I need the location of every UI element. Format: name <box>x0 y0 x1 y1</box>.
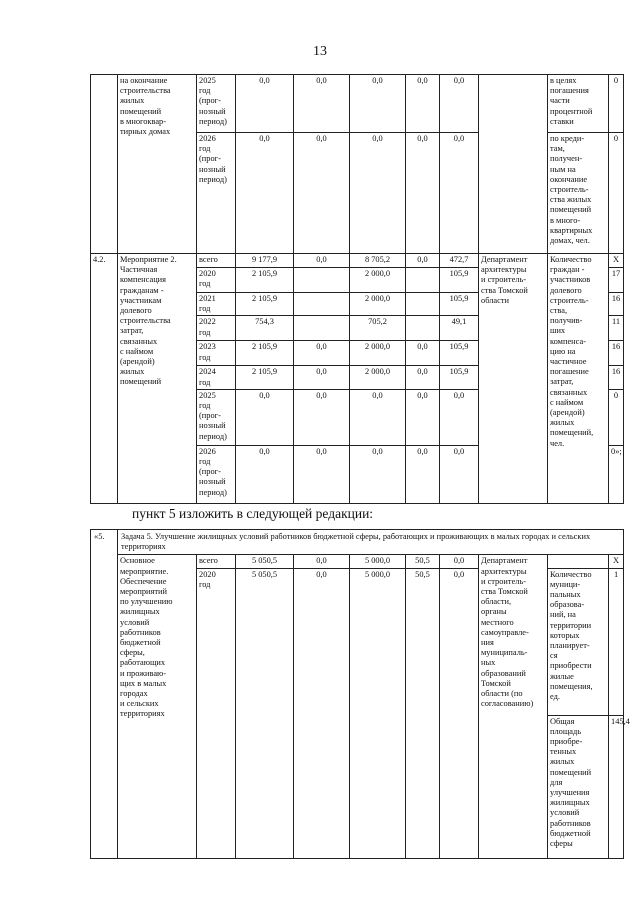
value-cell: 705,2 <box>350 316 406 341</box>
value-cell: 0,0 <box>440 555 479 568</box>
value-cell: 0,0 <box>406 133 440 254</box>
value-cell: 50,5 <box>406 568 440 858</box>
value-cell <box>406 316 440 341</box>
value-cell: 754,3 <box>236 316 294 341</box>
value-cell: 105,9 <box>440 293 479 316</box>
page-number: 13 <box>313 44 327 59</box>
indicator-value-cell: Х <box>609 555 624 568</box>
measure-name-cell: Основное мероприятие. Обеспечение мероприятий по улучшению жилищных условий работников бюджетной сферы, работающих и проживаю- щих в малых городах и сельских территориях <box>118 555 197 858</box>
value-cell: 0,0 <box>350 133 406 254</box>
value-cell: 0,0 <box>406 254 440 268</box>
period-cell: 2025 год (прог- нозный период) <box>197 389 236 445</box>
indicator-value-cell: 16 <box>609 366 624 389</box>
value-cell: 2 105,9 <box>236 341 294 366</box>
period-cell: всего <box>197 254 236 268</box>
value-cell: 0,0 <box>440 389 479 445</box>
value-cell: 0,0 <box>406 445 440 503</box>
value-cell: 5 000,0 <box>350 555 406 568</box>
executor-cell <box>479 75 548 254</box>
period-cell: 2025 год (прог- нозный период) <box>197 75 236 133</box>
value-cell <box>294 316 350 341</box>
table-row <box>91 555 624 568</box>
period-cell: 2026 год (прог- нозный период) <box>197 445 236 503</box>
program-table-continued <box>90 74 624 504</box>
indicator-value-cell: 17 <box>609 268 624 293</box>
period-cell: 2022 год <box>197 316 236 341</box>
value-cell: 0,0 <box>294 445 350 503</box>
value-cell: 2 105,9 <box>236 268 294 293</box>
indicator-cell: в целях погашения части процентной ставки <box>548 75 609 133</box>
value-cell <box>294 293 350 316</box>
value-cell: 0,0 <box>350 75 406 133</box>
indicator-value-cell: 0 <box>609 75 624 133</box>
value-cell <box>406 293 440 316</box>
value-cell: 49,1 <box>440 316 479 341</box>
value-cell: 2 000,0 <box>350 268 406 293</box>
value-cell: 0,0 <box>440 445 479 503</box>
indicator-value-cell: 0»; <box>609 445 624 503</box>
row-number-cell: «5. <box>91 530 118 859</box>
measure-name-cell: Мероприятие 2. Частичная компенсация гражданам - участникам долевого строительства затрат, связанных с наймом (арендой) жилых помещений <box>118 254 197 504</box>
value-cell: 5 050,5 <box>236 555 294 568</box>
indicator-value-cell: Х <box>609 254 624 268</box>
value-cell: 0,0 <box>294 75 350 133</box>
value-cell: 0,0 <box>294 568 350 858</box>
table-row <box>91 254 624 268</box>
value-cell: 0,0 <box>294 555 350 568</box>
value-cell: 0,0 <box>236 75 294 133</box>
indicator-cell <box>548 555 609 568</box>
value-cell: 2 000,0 <box>350 293 406 316</box>
indicator-value-cell: 1 <box>609 568 624 715</box>
value-cell: 0,0 <box>406 75 440 133</box>
value-cell: 0,0 <box>350 389 406 445</box>
period-cell: 2024 год <box>197 366 236 389</box>
program-table-task5 <box>90 529 630 859</box>
period-cell: 2026 год (прог- нозный период) <box>197 133 236 254</box>
row-number-cell: 4.2. <box>91 254 118 504</box>
indicator-value-cell: 16 <box>609 341 624 366</box>
indicator-value-cell: 145,4 <box>609 715 624 858</box>
value-cell: 0,0 <box>440 133 479 254</box>
value-cell: 105,9 <box>440 366 479 389</box>
value-cell: 2 000,0 <box>350 366 406 389</box>
value-cell: 8 705,2 <box>350 254 406 268</box>
value-cell: 5 000,0 <box>350 568 406 858</box>
value-cell: 0,0 <box>294 389 350 445</box>
value-cell: 472,7 <box>440 254 479 268</box>
indicator-value-cell: 0 <box>609 133 624 254</box>
value-cell: 0,0 <box>236 133 294 254</box>
table-row <box>91 75 624 133</box>
indicator-cell: Количество муници- пальных образова- ний, на территории которых планирует- ся приобрести жилые помещения, ед. <box>548 568 609 715</box>
value-cell: 0,0 <box>236 389 294 445</box>
value-cell: 0,0 <box>294 366 350 389</box>
period-cell: 2020 год <box>197 568 236 858</box>
value-cell: 0,0 <box>406 366 440 389</box>
value-cell: 9 177,9 <box>236 254 294 268</box>
indicator-cell: Количество граждан - участников долевого строитель- ства, получив- ших компенса- цию на частичное погашение затрат, связанных с наймом (арендой) жилых помещений, чел. <box>548 254 609 504</box>
value-cell: 2 105,9 <box>236 293 294 316</box>
indicator-value-cell: 16 <box>609 293 624 316</box>
value-cell: 0,0 <box>440 568 479 858</box>
value-cell: 2 000,0 <box>350 341 406 366</box>
value-cell: 0,0 <box>236 445 294 503</box>
amendment-heading: пункт 5 изложить в следующей редакции: <box>132 506 374 521</box>
indicator-value-cell: 0 <box>609 389 624 445</box>
value-cell: 105,9 <box>440 341 479 366</box>
indicator-cell: по креди- там, получен- ным на окончание строитель- ства жилых помещений в много- квартирных домах, чел. <box>548 133 609 254</box>
value-cell: 50,5 <box>406 555 440 568</box>
executor-cell: Департамент архитектуры и строитель- ства Томской области, органы местного самоуправле- ния муниципаль- ных образований Томской области (по согласованию) <box>479 555 548 858</box>
value-cell: 0,0 <box>406 389 440 445</box>
value-cell: 0,0 <box>294 254 350 268</box>
value-cell: 0,0 <box>294 133 350 254</box>
value-cell: 2 105,9 <box>236 366 294 389</box>
row-number-cell <box>91 75 118 254</box>
value-cell <box>406 268 440 293</box>
value-cell: 0,0 <box>350 445 406 503</box>
value-cell: 105,9 <box>440 268 479 293</box>
value-cell: 0,0 <box>406 341 440 366</box>
task-row <box>91 530 624 555</box>
value-cell: 5 050,5 <box>236 568 294 858</box>
indicator-value-cell: 11 <box>609 316 624 341</box>
period-cell: всего <box>197 555 236 568</box>
value-cell: 0,0 <box>294 341 350 366</box>
period-cell: 2020 год <box>197 268 236 293</box>
value-cell <box>294 268 350 293</box>
value-cell: 0,0 <box>440 75 479 133</box>
measure-name-cell: на окончание строительства жилых помещений в многоквар- тирных домах <box>118 75 197 254</box>
period-cell: 2021 год <box>197 293 236 316</box>
period-cell: 2023 год <box>197 341 236 366</box>
executor-cell: Департамент архитектуры и строитель- ства Томской области <box>479 254 548 504</box>
task-title-cell: Задача 5. Улучшение жилищных условий работников бюджетной сферы, работающих и проживающих в малых городах и сельских территориях <box>118 530 624 555</box>
indicator-cell: Общая площадь приобре- тенных жилых помещений для улучшения жилищных условий работников бюджетной сферы <box>548 715 609 858</box>
